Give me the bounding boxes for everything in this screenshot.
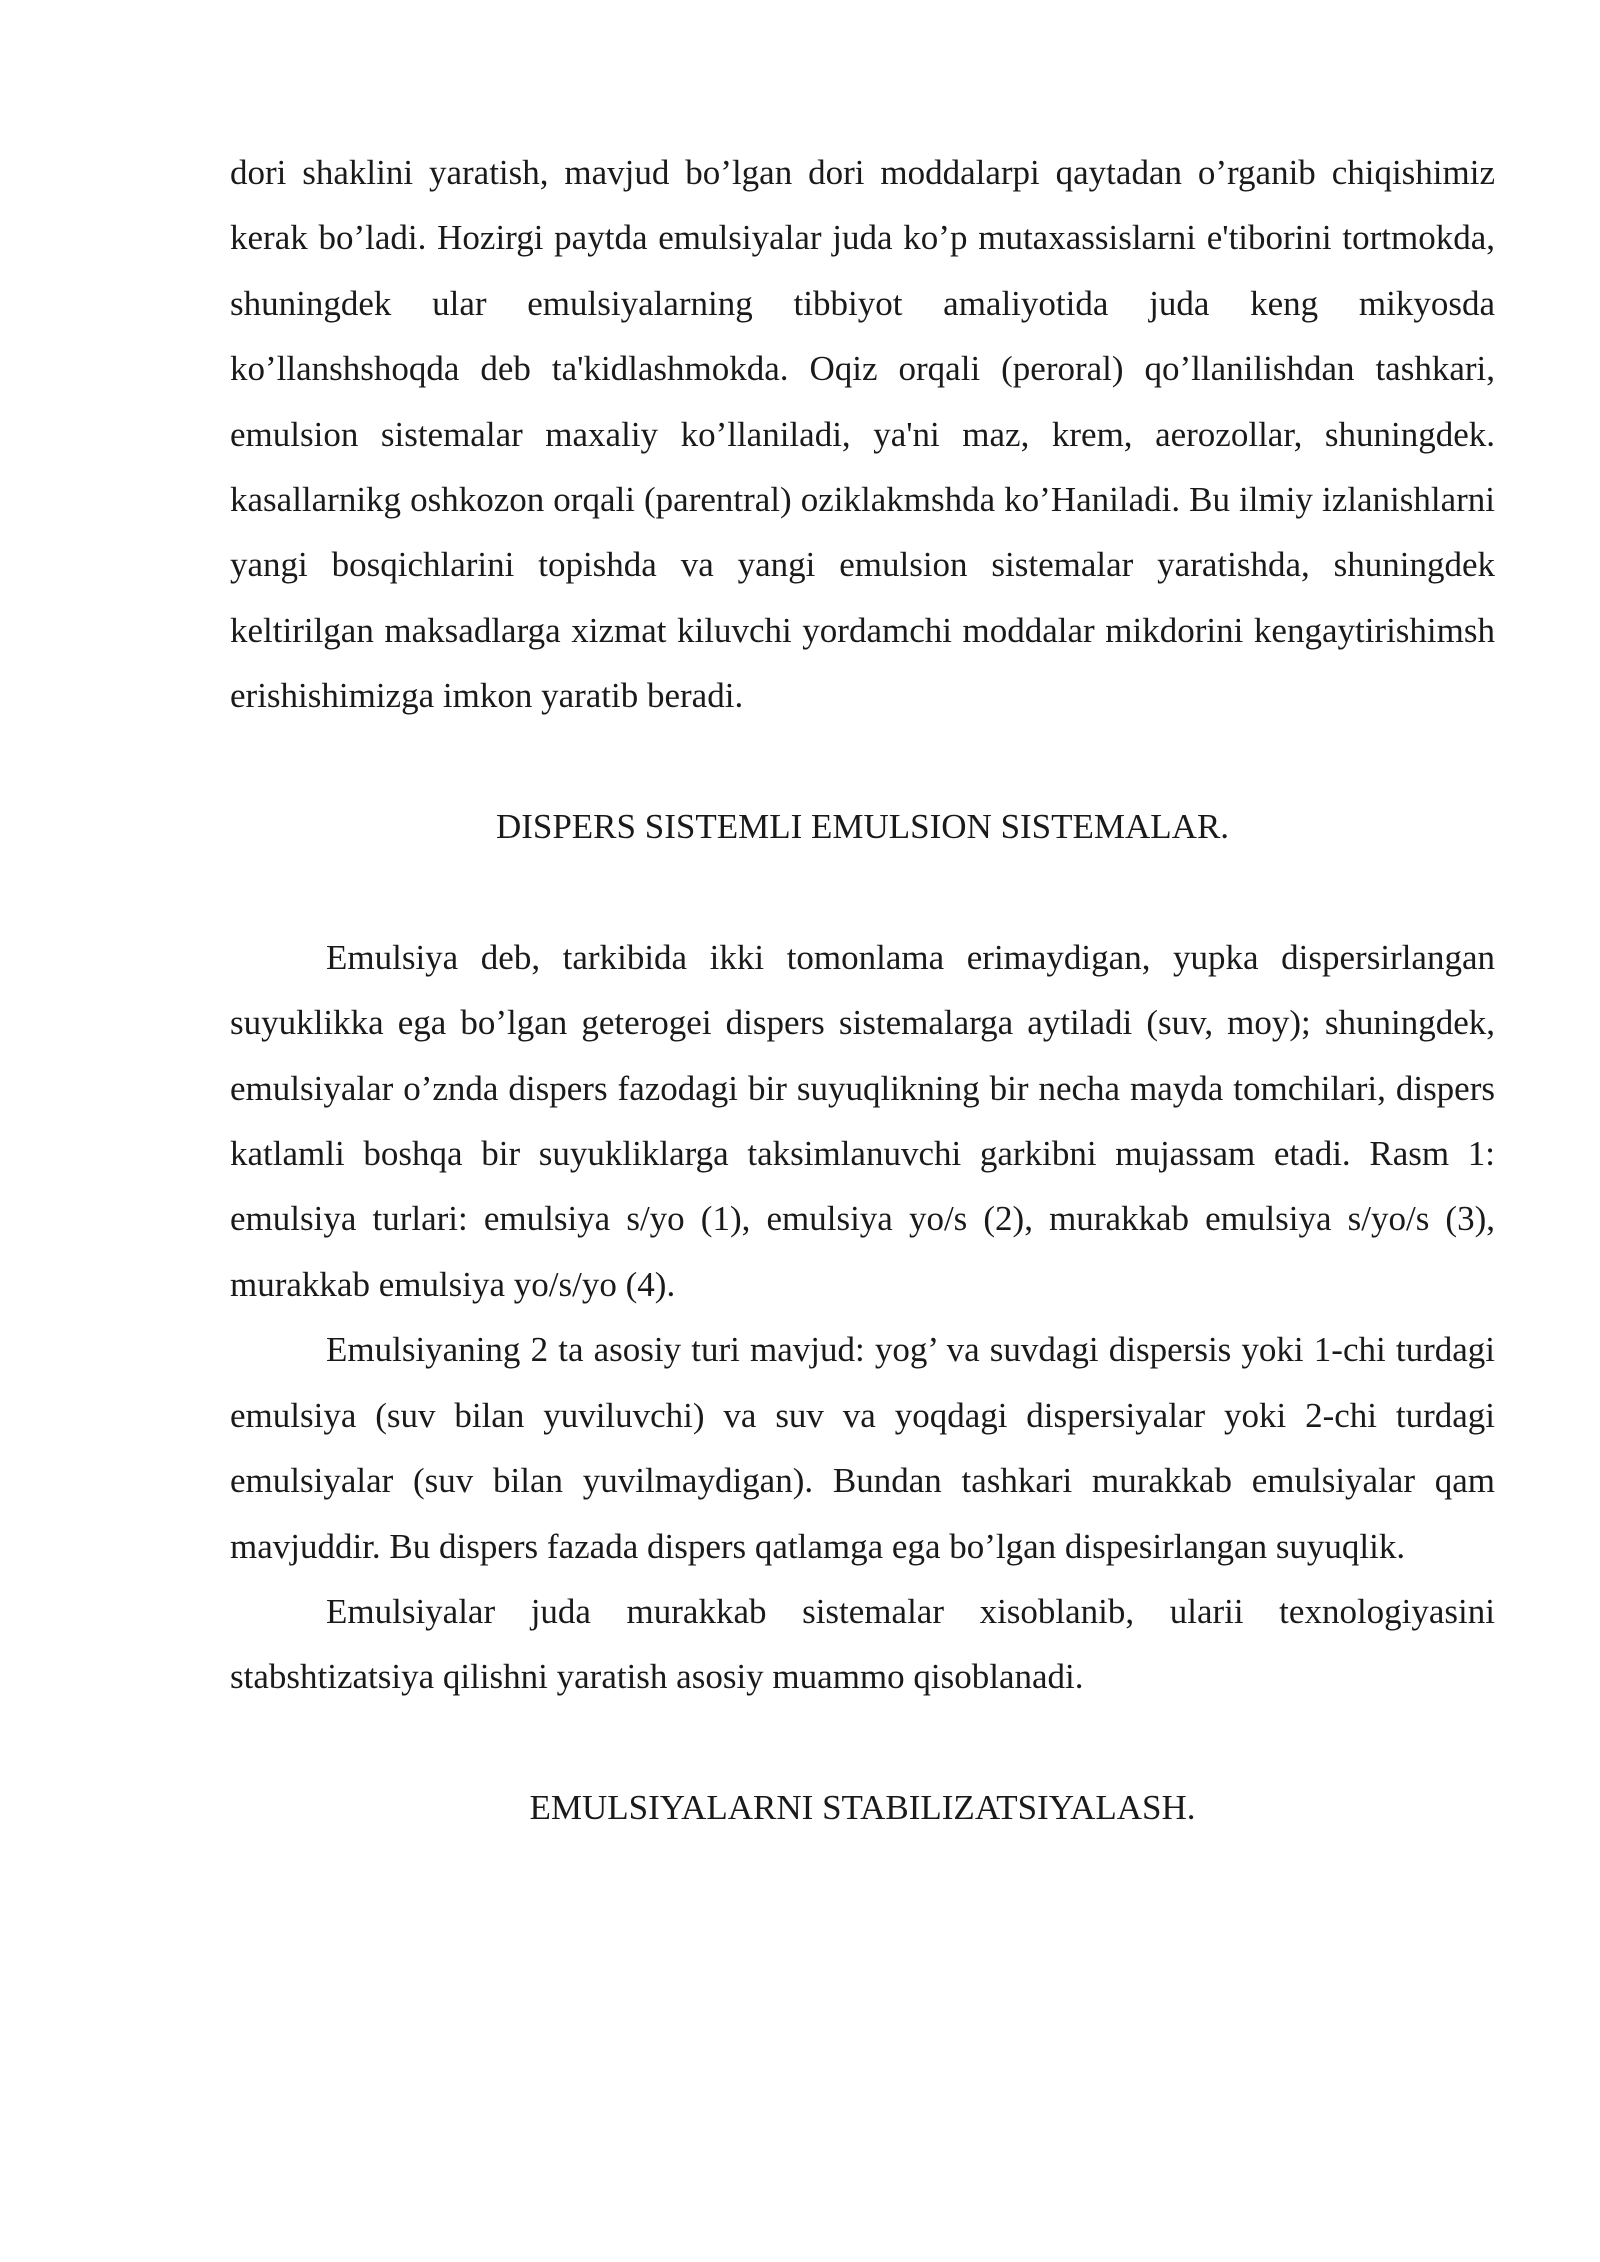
spacer (230, 729, 1495, 794)
spacer (230, 1710, 1495, 1775)
paragraph-emulsiya-definition: Emulsiya deb, tarkibida ikki tomonlama erimaydigan, yupka dispersirlangan suyuklikka ega bo’lgan geterogei dispers sistemalarga aytiladi (suv, moy); shuningdek, emulsiyalar o’znda dispers fazodagi bir suyuqlikning bir necha mayda tomchilari, dispers katlamli boshqa bir suyukliklarga taksimlanuvchi garkibni mujassam etadi. Rasm 1: emulsiya turlari: emulsiya s/yo (1), emulsiya yo/s (2), murakkab emulsiya s/yo/s (3), murakkab emulsiya yo/s/yo (4). (230, 937, 1495, 1304)
spacer (230, 859, 1495, 924)
section-heading-dispers: DISPERS SISTEMLI EMULSION SISTEMALAR. (495, 807, 1230, 847)
intro-paragraph: dori shaklini yaratish, mavjud bo’lgan dori moddalarpi qaytadan o’rganib chiqishimiz kerak bo’ladi. Hozirgi paytda emulsiyalar juda ko’p mutaxassislarni e'tiborini tortmokda, shuningdek ular emulsiyalarning tibbiyot amaliyotida juda keng mikyosda ko’llanshshoqda deb ta'kidlashmokda. Oqiz orqali (peroral) qo’llanilishdan tashkari, emulsion sistemalar maxaliy ko’llaniladi, ya'ni maz, krem, aerozollar, shuningdek. kasallarnikg oshkozon orqali (parentral) oziklakmshda ko’Haniladi. Bu ilmiy izlanishlarni yangi bosqichlarini topishda va yangi emulsion sistemalar yaratishda, shuningdek keltirilgan maksadlarga xizmat kiluvchi yordamchi moddalar mikdorini kengaytirishimsh erishishimizga imkon yaratib beradi. (230, 153, 1495, 716)
paragraph-emulsiya-types: Emulsiyaning 2 ta asosiy turi mavjud: yog’ va suvdagi dispersis yoki 1-chi turdagi emulsiya (suv bilan yuviluvchi) va suv va yoqdagi dispersiyalar yoki 2-chi turdagi emulsiyalar (suv bilan yuvilmaydigan). Bundan tashkari murakkab emulsiyalar qam mavjuddir. Bu dispers fazada dispers qatlamga ega bo’lgan dispesirlangan suyuqlik. (230, 1330, 1495, 1566)
section-heading-stabilization: EMULSIYALARNI STABILIZATSIYALASH. (529, 1788, 1196, 1828)
paragraph-emulsiya-stability: Emulsiyalar juda murakkab sistemalar xisoblanib, ularii texnologiyasini stabshtizatsiya qilishni yaratish asosiy muammo qisoblanadi. (230, 1591, 1495, 1697)
document-page (230, 140, 1495, 1841)
